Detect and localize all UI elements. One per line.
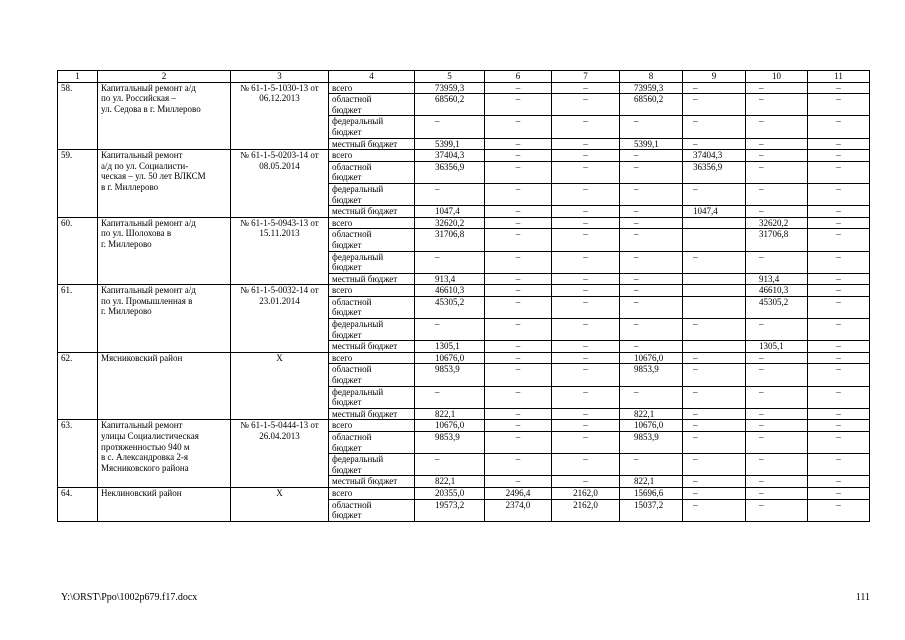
- amount-cell: 73959,3: [620, 82, 683, 94]
- amount-cell: 9853,9: [415, 432, 485, 454]
- amount-cell: 32620,2: [415, 217, 485, 229]
- amount-cell: –: [552, 341, 620, 353]
- object-name: Капитальный ремонт а/д по ул. Шолохова в г. Миллерово: [98, 217, 231, 285]
- amount-cell: –: [683, 183, 746, 205]
- amount-cell: –: [552, 82, 620, 94]
- amount-cell: 2374,0: [485, 499, 552, 521]
- amount-cell: –: [415, 116, 485, 138]
- amount-cell: –: [620, 251, 683, 273]
- amount-cell: –: [683, 432, 746, 454]
- amount-cell: –: [620, 217, 683, 229]
- expertise-document: № 61-1-5-1030-13 от 06.12.2013: [231, 82, 329, 150]
- table-row: [58, 217, 870, 229]
- amount-cell: 37404,3: [415, 150, 485, 162]
- amount-cell: 73959,3: [415, 82, 485, 94]
- amount-cell: –: [485, 116, 552, 138]
- amount-cell: 15696,6: [620, 487, 683, 499]
- amount-cell: –: [746, 116, 808, 138]
- amount-cell: –: [552, 251, 620, 273]
- amount-cell: 31706,8: [415, 229, 485, 251]
- amount-cell: –: [552, 116, 620, 138]
- amount-cell: –: [746, 206, 808, 218]
- amount-cell: [683, 229, 746, 251]
- amount-cell: [683, 217, 746, 229]
- budget-table: [57, 70, 870, 522]
- amount-cell: –: [746, 319, 808, 341]
- amount-cell: 913,4: [415, 273, 485, 285]
- amount-cell: –: [415, 386, 485, 408]
- amount-cell: –: [808, 150, 870, 162]
- amount-cell: –: [808, 364, 870, 386]
- amount-cell: –: [808, 499, 870, 521]
- funding-source: местный бюджет: [329, 408, 415, 420]
- funding-source: областной бюджет: [329, 94, 415, 116]
- amount-cell: –: [620, 454, 683, 476]
- amount-cell: –: [485, 94, 552, 116]
- amount-cell: –: [485, 150, 552, 162]
- funding-source: областной бюджет: [329, 161, 415, 183]
- funding-source: федеральный бюджет: [329, 319, 415, 341]
- amount-cell: 5399,1: [620, 138, 683, 150]
- amount-cell: 9853,9: [620, 432, 683, 454]
- amount-cell: –: [485, 229, 552, 251]
- column-header: 5: [415, 71, 485, 83]
- amount-cell: –: [746, 499, 808, 521]
- amount-cell: 36356,9: [683, 161, 746, 183]
- amount-cell: 822,1: [620, 476, 683, 488]
- amount-cell: 36356,9: [415, 161, 485, 183]
- amount-cell: –: [485, 408, 552, 420]
- amount-cell: –: [746, 420, 808, 432]
- row-number: 58.: [58, 82, 98, 150]
- amount-cell: –: [552, 352, 620, 364]
- amount-cell: –: [683, 82, 746, 94]
- amount-cell: –: [746, 161, 808, 183]
- amount-cell: 68560,2: [620, 94, 683, 116]
- amount-cell: –: [683, 487, 746, 499]
- amount-cell: –: [808, 183, 870, 205]
- amount-cell: –: [552, 408, 620, 420]
- amount-cell: –: [485, 341, 552, 353]
- amount-cell: –: [415, 251, 485, 273]
- funding-source: всего: [329, 82, 415, 94]
- amount-cell: –: [552, 432, 620, 454]
- amount-cell: –: [485, 183, 552, 205]
- amount-cell: –: [552, 229, 620, 251]
- column-header: 2: [98, 71, 231, 83]
- amount-cell: –: [808, 420, 870, 432]
- amount-cell: 20355,0: [415, 487, 485, 499]
- amount-cell: –: [552, 386, 620, 408]
- amount-cell: –: [808, 296, 870, 318]
- table-body: [58, 71, 870, 522]
- amount-cell: 31706,8: [746, 229, 808, 251]
- amount-cell: –: [552, 454, 620, 476]
- amount-cell: –: [485, 161, 552, 183]
- amount-cell: –: [485, 82, 552, 94]
- amount-cell: –: [808, 273, 870, 285]
- funding-source: местный бюджет: [329, 273, 415, 285]
- column-header: 7: [552, 71, 620, 83]
- amount-cell: –: [552, 319, 620, 341]
- amount-cell: –: [552, 296, 620, 318]
- amount-cell: 5399,1: [415, 138, 485, 150]
- amount-cell: –: [620, 229, 683, 251]
- amount-cell: –: [808, 386, 870, 408]
- amount-cell: –: [620, 386, 683, 408]
- funding-source: местный бюджет: [329, 476, 415, 488]
- funding-source: областной бюджет: [329, 364, 415, 386]
- amount-cell: –: [746, 150, 808, 162]
- amount-cell: –: [552, 285, 620, 297]
- amount-cell: –: [808, 319, 870, 341]
- amount-cell: –: [620, 161, 683, 183]
- amount-cell: 9853,9: [415, 364, 485, 386]
- column-header: 11: [808, 71, 870, 83]
- funding-source: всего: [329, 217, 415, 229]
- object-name: Капитальный ремонт а/д по ул. Российская – ул. Седова в г. Миллерово: [98, 82, 231, 150]
- expertise-document: № 61-1-5-0203-14 от 08.05.2014: [231, 150, 329, 218]
- table-row: [58, 487, 870, 499]
- row-number: 62.: [58, 352, 98, 420]
- amount-cell: –: [746, 82, 808, 94]
- amount-cell: 46610,3: [415, 285, 485, 297]
- funding-source: местный бюджет: [329, 206, 415, 218]
- amount-cell: 15037,2: [620, 499, 683, 521]
- table-row: [58, 285, 870, 297]
- amount-cell: 46610,3: [746, 285, 808, 297]
- amount-cell: 10676,0: [620, 420, 683, 432]
- amount-cell: –: [746, 183, 808, 205]
- amount-cell: –: [485, 285, 552, 297]
- amount-cell: –: [808, 432, 870, 454]
- amount-cell: –: [415, 319, 485, 341]
- expertise-document: Х: [231, 352, 329, 420]
- amount-cell: 9853,9: [620, 364, 683, 386]
- amount-cell: [683, 296, 746, 318]
- funding-source: федеральный бюджет: [329, 386, 415, 408]
- amount-cell: 10676,0: [620, 352, 683, 364]
- funding-source: всего: [329, 285, 415, 297]
- amount-cell: 822,1: [415, 408, 485, 420]
- amount-cell: –: [485, 386, 552, 408]
- amount-cell: –: [808, 408, 870, 420]
- funding-source: федеральный бюджет: [329, 251, 415, 273]
- object-name: Капитальный ремонт а/д по ул. Промышленная в г. Миллерово: [98, 285, 231, 353]
- amount-cell: –: [485, 273, 552, 285]
- funding-source: областной бюджет: [329, 229, 415, 251]
- amount-cell: 45305,2: [415, 296, 485, 318]
- object-name: Мясниковский район: [98, 352, 231, 420]
- amount-cell: –: [620, 341, 683, 353]
- amount-cell: –: [808, 138, 870, 150]
- amount-cell: –: [808, 251, 870, 273]
- amount-cell: –: [746, 352, 808, 364]
- funding-source: всего: [329, 487, 415, 499]
- amount-cell: 10676,0: [415, 420, 485, 432]
- amount-cell: –: [552, 273, 620, 285]
- amount-cell: –: [808, 82, 870, 94]
- amount-cell: –: [620, 183, 683, 205]
- amount-cell: –: [808, 352, 870, 364]
- amount-cell: –: [552, 476, 620, 488]
- column-header: 10: [746, 71, 808, 83]
- amount-cell: –: [620, 296, 683, 318]
- amount-cell: –: [415, 454, 485, 476]
- amount-cell: –: [746, 138, 808, 150]
- amount-cell: –: [808, 487, 870, 499]
- amount-cell: –: [746, 454, 808, 476]
- amount-cell: [683, 341, 746, 353]
- amount-cell: –: [485, 454, 552, 476]
- amount-cell: –: [683, 319, 746, 341]
- amount-cell: 1305,1: [746, 341, 808, 353]
- amount-cell: –: [808, 341, 870, 353]
- amount-cell: –: [746, 94, 808, 116]
- object-name: Неклиновский район: [98, 487, 231, 521]
- funding-source: федеральный бюджет: [329, 183, 415, 205]
- column-number-row: [58, 71, 870, 83]
- expertise-document: № 61-1-5-0444-13 от 26.04.2013: [231, 420, 329, 488]
- amount-cell: 1305,1: [415, 341, 485, 353]
- amount-cell: 2496,4: [485, 487, 552, 499]
- amount-cell: 822,1: [620, 408, 683, 420]
- amount-cell: –: [620, 273, 683, 285]
- amount-cell: 2162,0: [552, 499, 620, 521]
- amount-cell: –: [746, 487, 808, 499]
- file-path-footer: Y:\ORST\Ppo\1002p679.f17.docx: [61, 592, 198, 603]
- amount-cell: –: [683, 408, 746, 420]
- column-header: 6: [485, 71, 552, 83]
- amount-cell: 32620,2: [746, 217, 808, 229]
- amount-cell: 10676,0: [415, 352, 485, 364]
- amount-cell: 68560,2: [415, 94, 485, 116]
- amount-cell: 822,1: [415, 476, 485, 488]
- amount-cell: 1047,4: [683, 206, 746, 218]
- amount-cell: 19573,2: [415, 499, 485, 521]
- amount-cell: [683, 273, 746, 285]
- funding-source: областной бюджет: [329, 499, 415, 521]
- amount-cell: –: [808, 285, 870, 297]
- amount-cell: –: [620, 319, 683, 341]
- table-row: [58, 352, 870, 364]
- expertise-document: № 61-1-5-0943-13 от 15.11.2013: [231, 217, 329, 285]
- amount-cell: –: [808, 161, 870, 183]
- amount-cell: –: [683, 476, 746, 488]
- funding-source: всего: [329, 420, 415, 432]
- amount-cell: –: [485, 432, 552, 454]
- funding-source: всего: [329, 352, 415, 364]
- funding-source: федеральный бюджет: [329, 454, 415, 476]
- row-number: 64.: [58, 487, 98, 521]
- amount-cell: –: [552, 206, 620, 218]
- amount-cell: –: [808, 229, 870, 251]
- amount-cell: –: [683, 352, 746, 364]
- amount-cell: –: [683, 364, 746, 386]
- amount-cell: –: [683, 454, 746, 476]
- column-header: 9: [683, 71, 746, 83]
- amount-cell: –: [683, 499, 746, 521]
- amount-cell: 1047,4: [415, 206, 485, 218]
- funding-source: областной бюджет: [329, 296, 415, 318]
- amount-cell: –: [620, 285, 683, 297]
- amount-cell: –: [552, 183, 620, 205]
- row-number: 60.: [58, 217, 98, 285]
- row-number: 61.: [58, 285, 98, 353]
- amount-cell: –: [552, 420, 620, 432]
- amount-cell: –: [808, 94, 870, 116]
- funding-source: всего: [329, 150, 415, 162]
- table-row: [58, 150, 870, 162]
- amount-cell: –: [552, 364, 620, 386]
- amount-cell: 913,4: [746, 273, 808, 285]
- amount-cell: –: [485, 251, 552, 273]
- amount-cell: –: [808, 206, 870, 218]
- amount-cell: –: [485, 476, 552, 488]
- amount-cell: 45305,2: [746, 296, 808, 318]
- amount-cell: [683, 285, 746, 297]
- amount-cell: –: [683, 94, 746, 116]
- amount-cell: –: [808, 454, 870, 476]
- amount-cell: –: [620, 206, 683, 218]
- amount-cell: –: [485, 319, 552, 341]
- object-name: Капитальный ремонт улицы Социалистическая протяженностью 940 м в с. Александровка 2-я Мясниковского района: [98, 420, 231, 488]
- amount-cell: –: [485, 364, 552, 386]
- amount-cell: –: [746, 408, 808, 420]
- amount-cell: –: [746, 364, 808, 386]
- amount-cell: –: [485, 138, 552, 150]
- amount-cell: –: [683, 116, 746, 138]
- amount-cell: –: [415, 183, 485, 205]
- amount-cell: –: [746, 476, 808, 488]
- amount-cell: 2162,0: [552, 487, 620, 499]
- table-row: [58, 420, 870, 432]
- amount-cell: –: [552, 161, 620, 183]
- amount-cell: –: [552, 94, 620, 116]
- row-number: 63.: [58, 420, 98, 488]
- funding-source: местный бюджет: [329, 138, 415, 150]
- amount-cell: –: [808, 476, 870, 488]
- column-header: 8: [620, 71, 683, 83]
- amount-cell: –: [683, 251, 746, 273]
- amount-cell: –: [552, 138, 620, 150]
- amount-cell: –: [683, 386, 746, 408]
- amount-cell: –: [683, 138, 746, 150]
- page-number: 111: [855, 592, 870, 603]
- amount-cell: 37404,3: [683, 150, 746, 162]
- column-header: 4: [329, 71, 415, 83]
- expertise-document: Х: [231, 487, 329, 521]
- amount-cell: –: [620, 116, 683, 138]
- amount-cell: –: [485, 296, 552, 318]
- amount-cell: –: [552, 150, 620, 162]
- amount-cell: –: [485, 352, 552, 364]
- object-name: Капитальный ремонт а/д по ул. Социалисти- ческая – ул. 50 лет ВЛКСМ в г. Миллерово: [98, 150, 231, 218]
- amount-cell: –: [746, 432, 808, 454]
- expertise-document: № 61-1-5-0032-14 от 23.01.2014: [231, 285, 329, 353]
- amount-cell: –: [746, 251, 808, 273]
- row-number: 59.: [58, 150, 98, 218]
- column-header: 3: [231, 71, 329, 83]
- amount-cell: –: [620, 150, 683, 162]
- column-header: 1: [58, 71, 98, 83]
- table-row: [58, 82, 870, 94]
- amount-cell: –: [485, 217, 552, 229]
- amount-cell: –: [552, 217, 620, 229]
- amount-cell: –: [683, 420, 746, 432]
- funding-source: местный бюджет: [329, 341, 415, 353]
- amount-cell: –: [808, 116, 870, 138]
- amount-cell: –: [746, 386, 808, 408]
- funding-source: федеральный бюджет: [329, 116, 415, 138]
- amount-cell: –: [485, 420, 552, 432]
- amount-cell: –: [808, 217, 870, 229]
- amount-cell: –: [485, 206, 552, 218]
- funding-source: областной бюджет: [329, 432, 415, 454]
